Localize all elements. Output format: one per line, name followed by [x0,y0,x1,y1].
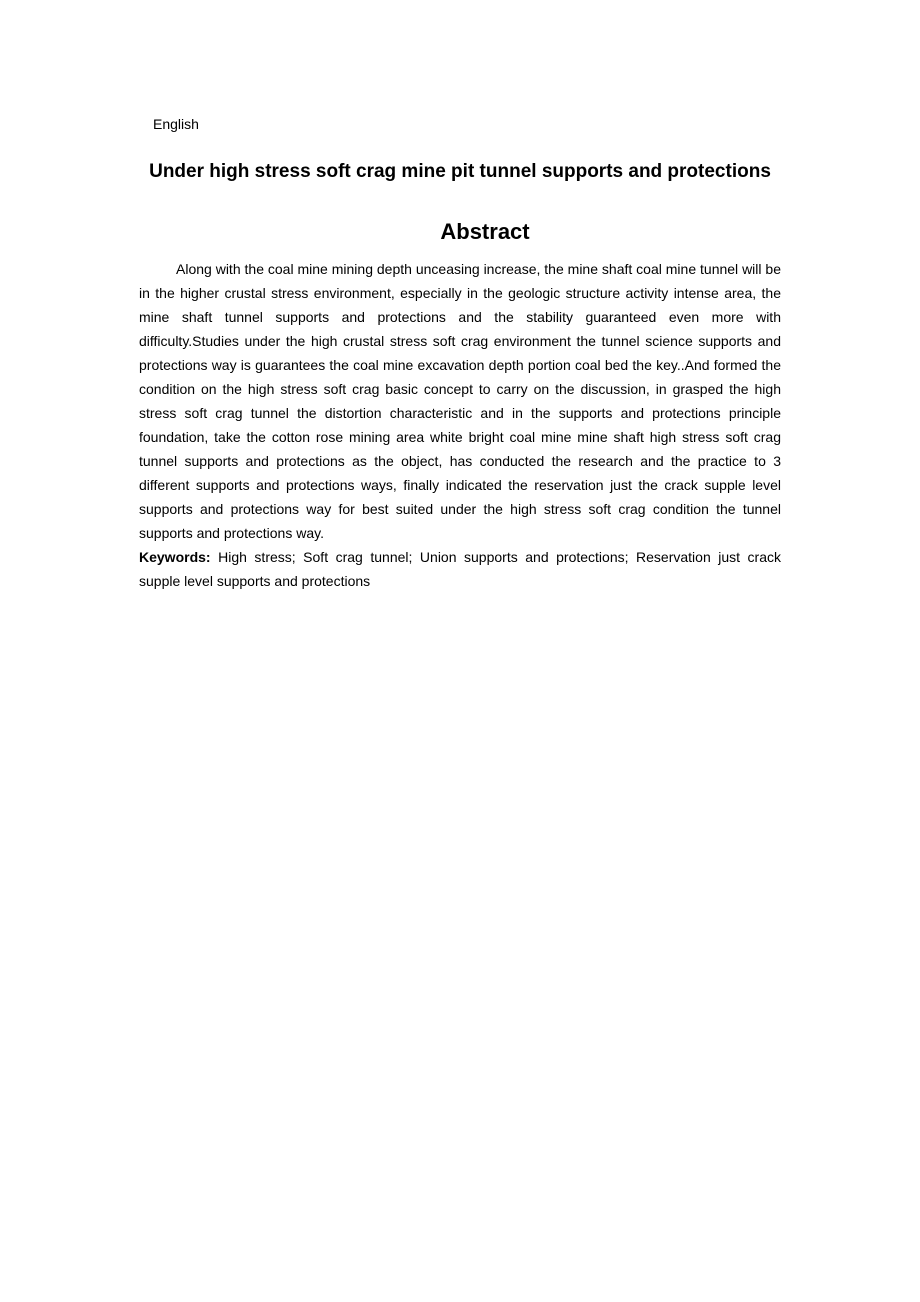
keywords-text: High stress; Soft crag tunnel; Union supports and protections; Reservation just crack supple level supports and protections [139,549,782,589]
language-label: English [153,116,199,132]
abstract-paragraph: Along with the coal mine mining depth unceasing increase, the mine shaft coal mine tunnel will be in the higher crustal stress environment, especially in the geologic structure activity intense area, the mine shaft tunnel supports and protections and the stability guaranteed even more with difficulty.Studies under the high crustal stress soft crag environment the tunnel science supports and protections way is guarantees the coal mine excavation depth portion coal bed the key..And formed the condition on the high stress soft crag basic concept to carry on the discussion, in grasped the high stress soft crag tunnel the distortion characteristic and in the supports and protections principle foundation, take the cotton rose mining area white bright coal mine mine shaft high stress soft crag tunnel supports and protections as the object, has conducted the research and the practice to 3 different supports and protections ways, finally indicated the reservation just the crack supple level supports and protections way for best suited under the high stress soft crag condition the tunnel supports and protections way. [139,261,781,541]
document-title: Under high stress soft crag mine pit tunnel supports and protections [149,161,771,182]
keywords-paragraph [139,545,781,593]
keywords-label: Keywords: [139,549,211,565]
abstract-heading: Abstract [440,219,530,244]
